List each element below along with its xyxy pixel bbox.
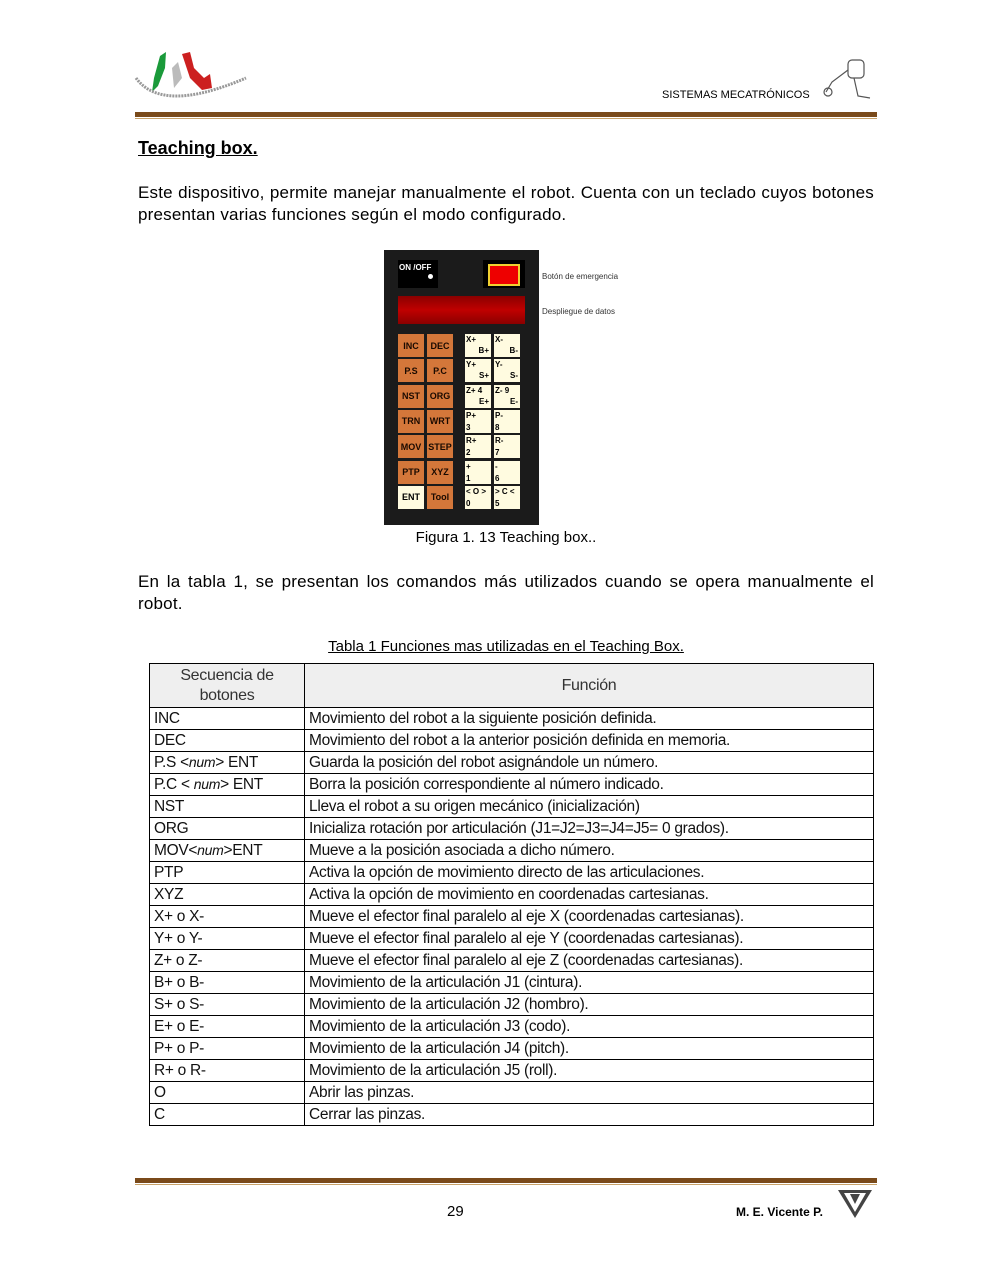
sequence-text: P+ o P- [154,1040,205,1057]
keypad-key: P.C [427,359,453,382]
function-cell: Movimiento de la articulación J4 (pitch). [305,1038,874,1060]
keypad-key [465,385,491,408]
sequence-text: INC [154,710,180,727]
key-primary-label: X+ [466,335,477,344]
sequence-text: XYZ [154,886,184,903]
sequence-cell [150,1016,305,1038]
sequence-cell [150,950,305,972]
keypad-key [465,486,491,509]
function-cell: Activa la opción de movimiento en coordenadas cartesianas. [305,884,874,906]
sequence-cell [150,994,305,1016]
sequence-cell [150,730,305,752]
function-cell: Movimiento del robot a la siguiente posición definida. [305,708,874,730]
key-secondary-label: 6 [495,473,500,483]
function-cell: Abrir las pinzas. [305,1082,874,1104]
sequence-text: Z+ o Z- [154,952,203,969]
key-primary-label: X- [495,335,503,344]
keypad-key: TRN [398,410,424,433]
sequence-cell [150,752,305,774]
sequence-cell [150,1060,305,1082]
num-placeholder: num [188,754,216,770]
intro-paragraph: Este dispositivo, permite manejar manualmente el robot. Cuenta con un teclado cuyos botones presentan varias funciones según el modo configurado. [138,183,874,224]
sequence-text: B+ o B- [154,974,205,991]
key-secondary-label: E- [510,396,518,406]
keypad-key [494,486,520,509]
num-placeholder: num [193,776,221,792]
figure-caption: Figura 1. 13 Teaching box.. [415,529,597,546]
key-secondary-label: B- [509,346,518,355]
key-secondary-label: 7 [495,448,500,458]
function-cell: Cerrar las pinzas. [305,1104,874,1126]
table-row [150,708,874,730]
keypad-key: STEP [427,435,453,458]
function-cell: Mueve el efector final paralelo al eje Z (coordenadas cartesianas). [305,950,874,972]
table-row [150,906,874,928]
keypad-key: XYZ [427,461,453,484]
keypad-key [465,410,491,433]
section-title: Teaching box. [138,138,258,158]
page-number: 29 [447,1203,464,1220]
table-row [150,752,874,774]
keypad-key: INC [398,334,424,357]
sequence-cell [150,1104,305,1126]
keypad-key [465,359,491,382]
header-title: SISTEMAS MECATRÓNICOS [662,89,810,101]
display-label: Despliegue de datos [542,307,615,316]
author-logo [836,1188,874,1220]
sequence-cell [150,1082,305,1104]
sequence-text: R+ o R- [154,1062,206,1079]
key-primary-label: Z+ 4 [466,385,483,395]
sequence-cell [150,884,305,906]
sequence-text: P.C < [154,776,194,793]
keypad-key [494,461,520,484]
key-secondary-label: B+ [478,346,489,355]
keypad-key: WRT [427,410,453,433]
key-primary-label: < O > [466,486,487,496]
function-cell: Inicializa rotación por articulación (J1=J2=J3=J4=J5= 0 grados). [305,818,874,840]
sequence-text: PTP [154,864,184,881]
key-primary-label: Z- 9 [495,385,510,395]
sequence-cell [150,774,305,796]
sequence-text: S+ o S- [154,996,205,1013]
sequence-text: >ENT [223,842,263,859]
function-cell: Mueve a la posición asociada a dicho número. [305,840,874,862]
sequence-cell [150,818,305,840]
on-off-label: ON /OFF [399,263,432,272]
function-cell: Activa la opción de movimiento directo de las articulaciones. [305,862,874,884]
emergency-label: Botón de emergencia [542,272,619,281]
function-cell: Movimiento de la articulación J5 (roll). [305,1060,874,1082]
sequence-text: ORG [154,820,189,837]
keypad-key [465,334,491,357]
keypad-key: DEC [427,334,453,357]
key-secondary-label: 5 [495,498,500,508]
institution-logo [132,48,250,110]
function-cell: Mueve el efector final paralelo al eje Y (coordenadas cartesianas). [305,928,874,950]
power-led-icon [428,274,433,279]
function-cell: Movimiento de la articulación J3 (codo). [305,1016,874,1038]
sequence-cell [150,928,305,950]
table-row [150,1016,874,1038]
function-cell: Movimiento del robot a la anterior posición definida en memoria. [305,730,874,752]
key-secondary-label: 8 [495,422,500,432]
column-header-function: Función [305,664,874,708]
table-row [150,972,874,994]
sequence-text: > ENT [220,776,263,793]
table-row [150,994,874,1016]
table-row [150,1082,874,1104]
sequence-cell [150,840,305,862]
sequence-text: Y+ o Y- [154,930,203,947]
key-primary-label: - [495,461,498,471]
key-primary-label: P- [495,410,503,420]
table-row [150,818,874,840]
footer-rule-thin [135,1184,877,1185]
sequence-text: NST [154,798,185,815]
table-row [150,1038,874,1060]
commands-table [149,663,874,1126]
table-row [150,928,874,950]
keypad-key [494,435,520,458]
key-primary-label: R+ [466,436,477,446]
column-header-sequence: Secuencia de botones [150,664,305,708]
keypad-key: ENT [398,486,424,509]
keypad-key [465,435,491,458]
sequence-text: X+ o X- [154,908,205,925]
sequence-text: P.S < [154,754,189,771]
function-cell: Mueve el efector final paralelo al eje X (coordenadas cartesianas). [305,906,874,928]
keypad-key: NST [398,385,424,408]
num-placeholder: num [197,842,224,858]
sequence-text: C [154,1106,165,1123]
keypad-key [494,334,520,357]
robot-arm-icon [818,56,874,102]
key-primary-label: + [466,461,471,471]
header-rule-thin [135,118,877,119]
table-row [150,862,874,884]
data-display [398,296,525,324]
keypad-key: MOV [398,435,424,458]
keypad-key: P.S [398,359,424,382]
table-row [150,950,874,972]
sequence-cell [150,796,305,818]
sequence-text: MOV< [154,842,198,859]
key-primary-label: Y+ [466,360,477,370]
function-cell: Lleva el robot a su origen mecánico (inicialización) [305,796,874,818]
key-primary-label: P+ [466,410,477,420]
table-caption: Tabla 1 Funciones mas utilizadas en el Teaching Box. [328,638,684,655]
keypad-key [494,410,520,433]
table-row [150,884,874,906]
keypad-key: ORG [427,385,453,408]
emergency-button [483,260,525,288]
sequence-text: > ENT [215,754,259,771]
key-secondary-label: 1 [466,473,471,483]
function-cell: Guarda la posición del robot asignándole un número. [305,752,874,774]
key-primary-label: > C < [495,486,515,496]
function-cell: Movimiento de la articulación J1 (cintura). [305,972,874,994]
sequence-cell [150,972,305,994]
author: M. E. Vicente P. [736,1205,823,1219]
keypad-key: Tool [427,486,453,509]
key-primary-label: R- [495,436,504,446]
table-row [150,1060,874,1082]
keypad-key [494,359,520,382]
table-row [150,796,874,818]
keypad-key [494,385,520,408]
table-row [150,730,874,752]
table-intro-paragraph: En la tabla 1, se presentan los comandos más utilizados cuando se opera manualmente el robot. [138,572,874,613]
key-secondary-label: 3 [466,422,471,432]
sequence-cell [150,1038,305,1060]
sequence-cell [150,862,305,884]
key-secondary-label: 2 [466,448,471,458]
header-rule [135,112,877,117]
sequence-cell [150,708,305,730]
key-secondary-label: S- [510,371,518,381]
sequence-text: DEC [154,732,186,749]
function-cell: Movimiento de la articulación J2 (hombro). [305,994,874,1016]
table-row [150,1104,874,1126]
keypad-key [465,461,491,484]
key-secondary-label: S+ [478,371,489,381]
key-primary-label: Y- [495,360,503,370]
sequence-text: E+ o E- [154,1018,205,1035]
function-cell: Borra la posición correspondiente al número indicado. [305,774,874,796]
table-row [150,774,874,796]
keypad-key: PTP [398,461,424,484]
on-off-switch [398,260,438,288]
footer-rule [135,1178,877,1183]
sequence-text: O [154,1084,166,1101]
table-row [150,840,874,862]
sequence-cell [150,906,305,928]
key-secondary-label: 0 [466,498,471,508]
key-secondary-label: E+ [478,396,489,406]
